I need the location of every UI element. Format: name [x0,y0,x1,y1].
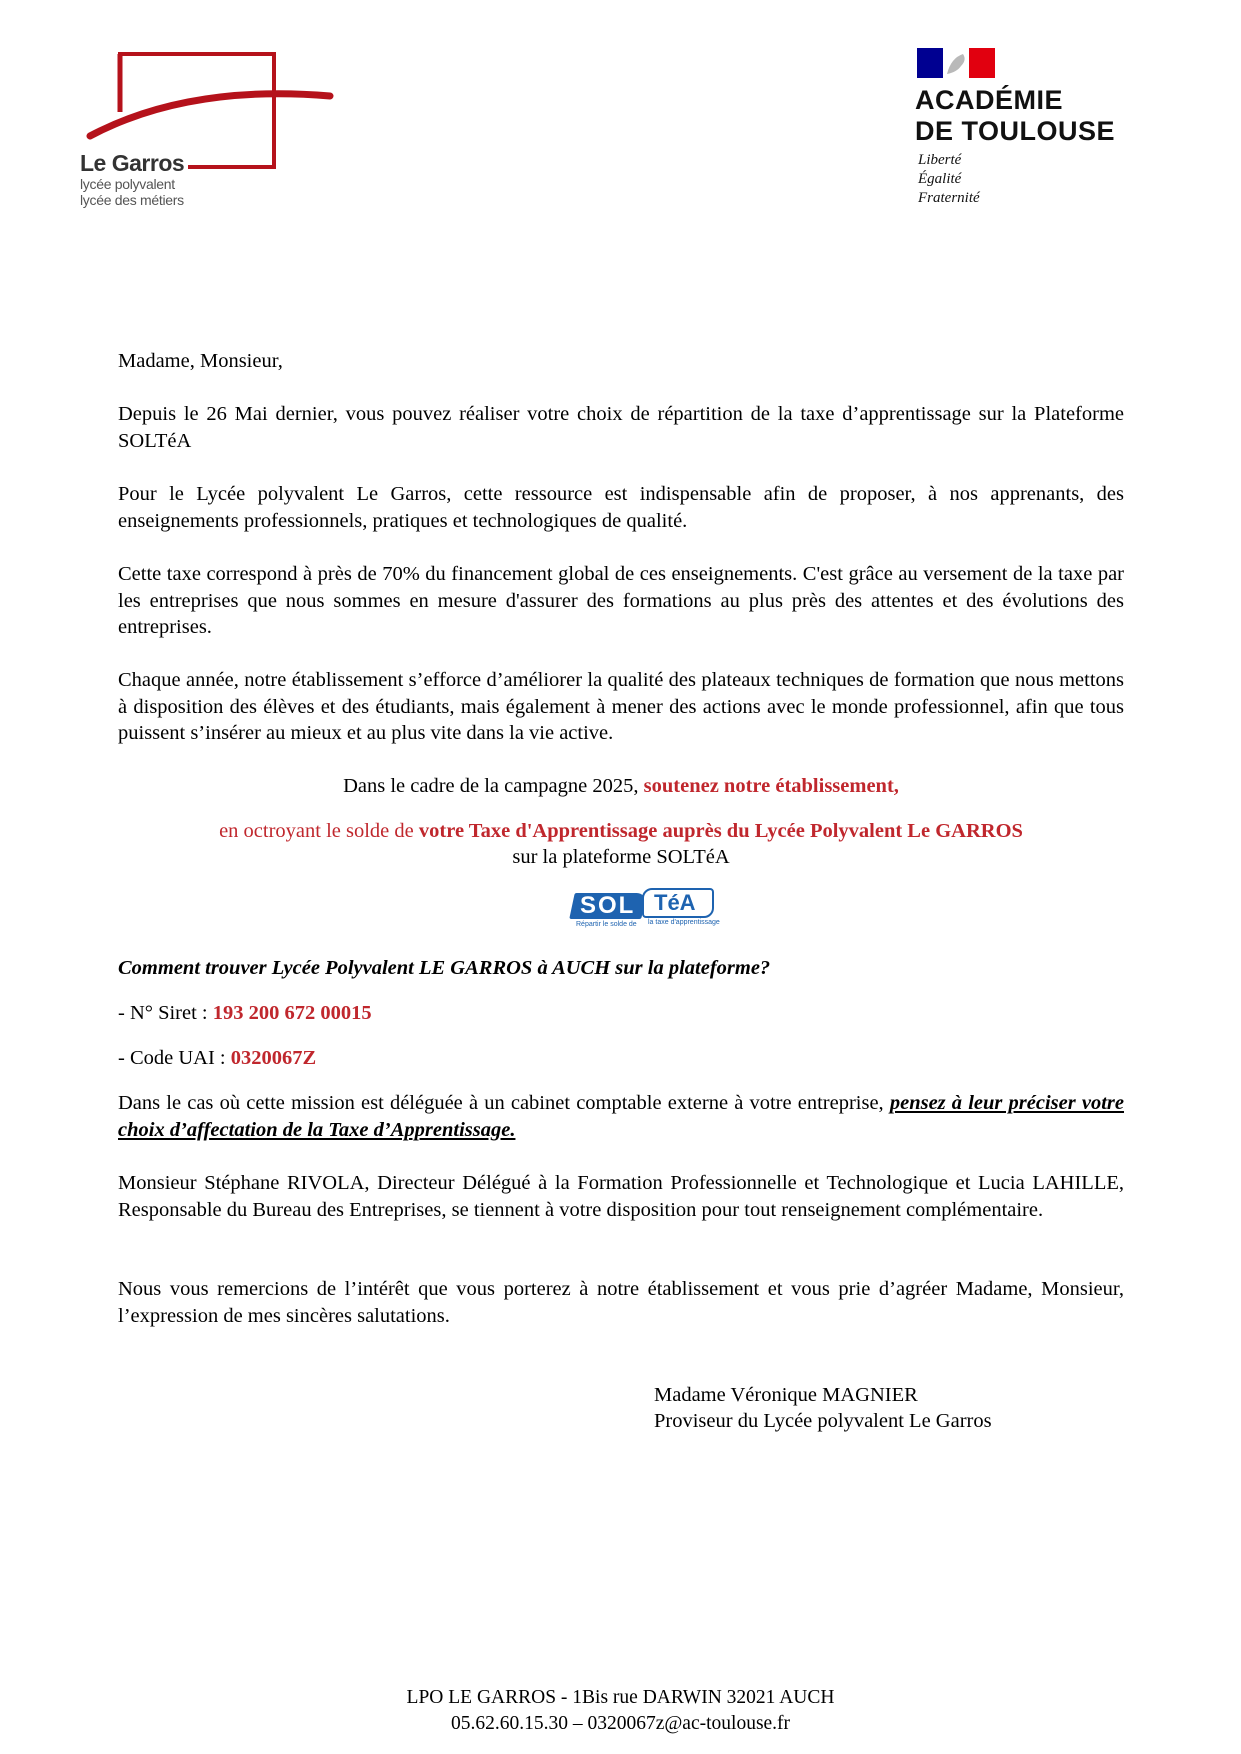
paragraph: Nous vous remercions de l’intérêt que vous porterez à notre établissement et vous prie d’agréer Madame, Monsieur, l’expression de mes sincères salutations. [118,1278,1124,1327]
paragraph: Depuis le 26 Mai dernier, vous pouvez réaliser votre choix de répartition de la taxe d’apprentissage sur la Plateforme SOLTéA [118,403,1124,452]
siret-value: 193 200 672 00015 [212,1002,372,1024]
campaign-line: sur la plateforme SOLTéA [512,846,730,868]
paragraph: Pour le Lycée polyvalent Le Garros, cette ressource est indispensable afin de proposer, à nos apprenants, des enseignements professionnels, pratiques et technologiques de qualité. [118,483,1124,532]
question-heading: Comment trouver Lycée Polyvalent LE GARROS à AUCH sur la plateforme? [118,957,771,979]
uai-line [118,1045,1124,1072]
paragraph [118,1090,1124,1143]
motto-line: Fraternité [918,190,980,206]
campaign-highlight: votre Taxe d'Apprentissage auprès du Lycée Polyvalent Le GARROS [418,820,1023,842]
signature-title: Proviseur du Lycée polyvalent Le Garros [654,1410,992,1432]
campaign-highlight: soutenez notre établissement, [643,775,899,797]
uai-label: - Code UAI : [118,1047,231,1069]
soltea-logo [572,888,718,930]
soltea-tea-badge [642,888,714,918]
campaign-line [118,818,1124,845]
paragraph: Cette taxe correspond à près de 70% du financement global de ces enseignements. C'est grâce au versement de la taxe par les entreprises que nous sommes en mesure d'assurer des formations au plus près des attentes et des évolutions des entreprises. [118,563,1124,638]
footer-address: LPO LE GARROS - 1Bis rue DARWIN 32021 AUCH [406,1687,835,1708]
motto-line: Liberté [918,152,962,168]
academy-name-line: ACADÉMIE [915,85,1064,115]
soltea-tea-text: TéA [654,890,696,915]
paragraph-text: Dans le cas où cette mission est déléguée à un cabinet comptable externe à votre entreprise, [118,1092,890,1114]
academy-logo [915,48,1135,218]
footer-contact: 05.62.60.15.30 – 0320067z@ac-toulouse.fr [450,1713,791,1734]
school-logo-name: Le Garros [80,150,185,176]
school-logo [78,50,338,215]
siret-label: - N° Siret : [118,1002,213,1024]
paragraph-emphasis: pensez à leur préciser votre choix d’affectation de la Taxe d’Apprentissage. [118,1092,1124,1141]
soltea-caption: Répartir le solde de [576,921,637,928]
soltea-caption: la taxe d'apprentissage [648,919,720,926]
paragraph: Chaque année, notre établissement s’efforce d’améliorer la qualité des plateaux techniques de formation que nous mettons à disposition des élèves et des étudiants, mais également à mener des actions avec le monde professionnel, afin que tous puissent s’insérer au mieux et au plus vite dans la vie active. [118,669,1124,744]
campaign-line [118,773,1124,800]
republic-flag-icon [917,48,995,78]
uai-value: 0320067Z [230,1047,317,1069]
paragraph: Monsieur Stéphane RIVOLA, Directeur Délégué à la Formation Professionnelle et Technologique et Lucia LAHILLE, Responsable du Bureau des Entreprises, se tiennent à votre disposition pour tout renseignement complémentaire. [118,1172,1124,1221]
signature-name: Madame Véronique MAGNIER [654,1384,918,1406]
school-logo-subtitle: lycée polyvalent [80,176,175,192]
academy-name-line: DE TOULOUSE [915,116,1116,146]
siret-line [118,1000,1124,1027]
greeting: Madame, Monsieur, [118,350,283,372]
soltea-sol-badge [569,893,647,919]
soltea-sol-text: SOL [580,892,636,919]
campaign-text: Dans le cadre de la campagne 2025, [343,775,644,797]
school-logo-subtitle: lycée des métiers [80,192,184,208]
campaign-text: en octroyant le solde de [219,820,419,842]
motto-line: Égalité [918,171,962,187]
